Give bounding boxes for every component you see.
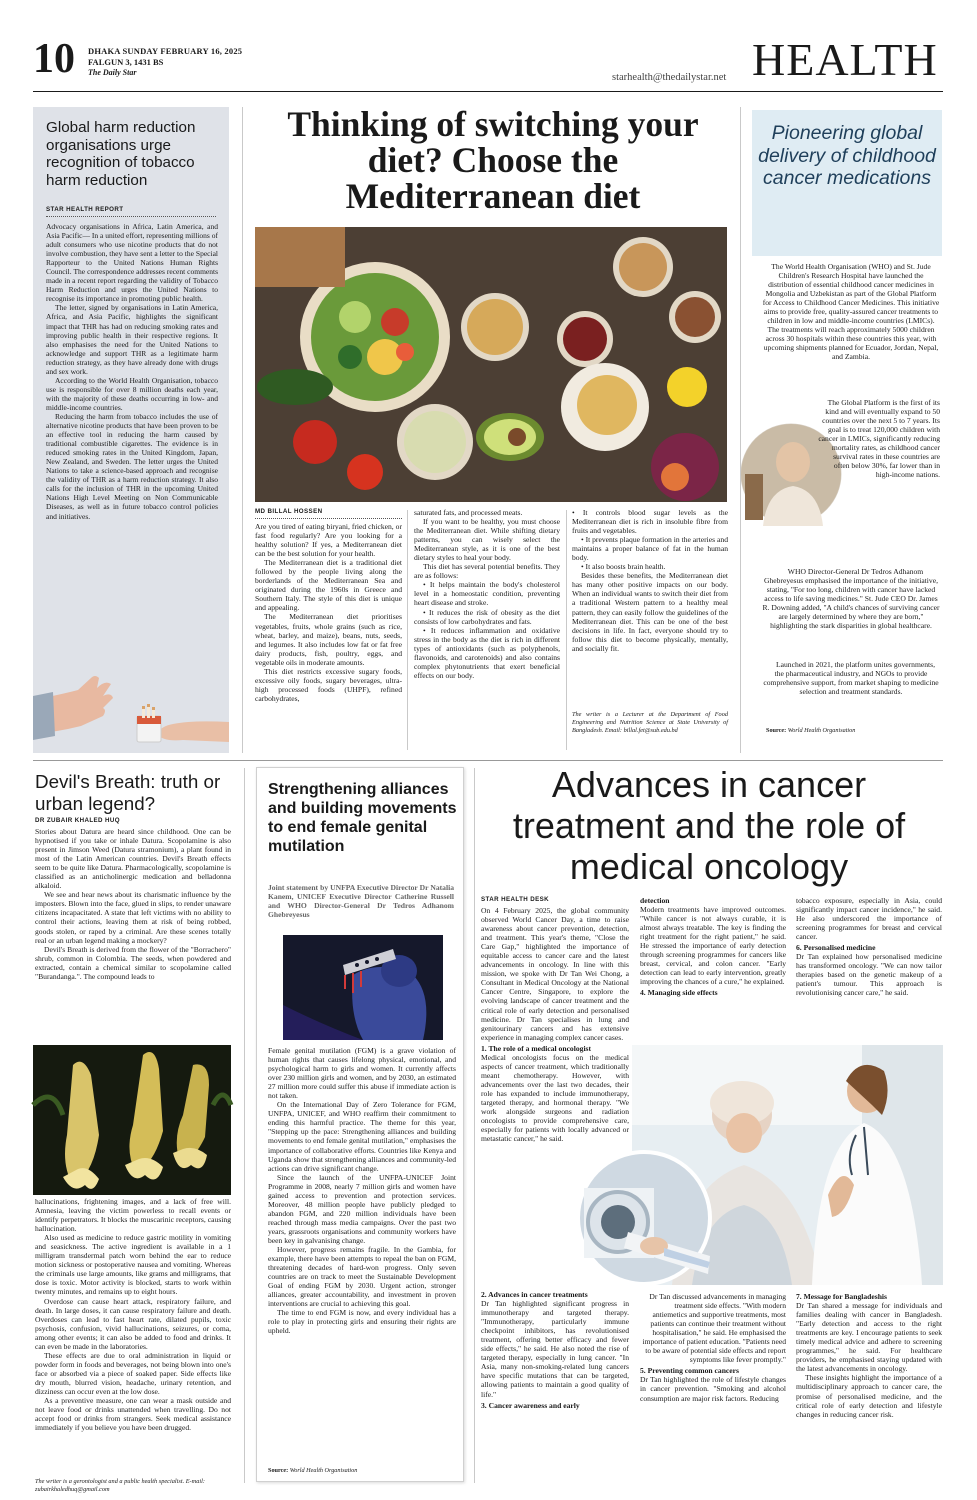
paragraph: Dr Tan explained how personalised medicine has transformed oncology. "We can now tailor therapies based on the genetic makeup of a patient's tumour. This approach is revolutionising cancer care," he said. xyxy=(796,952,942,998)
mediterranean-byline-rule xyxy=(255,518,402,519)
section-divider xyxy=(33,760,943,761)
column-rule xyxy=(242,107,243,753)
paragraph: • It prevents plaque formation in the arteries and maintains a proper balance of fat in the human body. xyxy=(572,535,728,563)
childhood-cancer-para-2 xyxy=(818,398,940,534)
fgm-source xyxy=(268,1467,357,1474)
paragraph: Stories about Datura are heard since childhood. One can be hypnotised if you take or inhale Datura. Scopolamine is also present in Jimson Weed (Datura stramonium), a plant found in most of the Latin American countries. Devil's Breath effects seem to be quite like Datura. Pharmacologically, scopolamine is classified as an anticholinergic medication and belladonna alkaloid. xyxy=(35,827,231,891)
tobacco-headline: Global harm reduction organisations urge recognition of tobacco harm reduction xyxy=(46,119,196,189)
paragraph: • It reduces inflammation and oxidative stress in the body as the diet is rich in different types of antioxidants (such as polyphenols, flavonoids, and carotenoids) and also contains complex phytonutrients that exert beneficial effects on our body. xyxy=(414,625,560,680)
paragraph: On 4 February 2025, the global community observed World Cancer Day, a time to raise awareness about cancer prevention, detection, and treatment. This year's theme, "Close the Care Gap," highlighted the importance of equitable access to cancer care and the latest advancements in oncology. In line with this mission, we spoke with Dr Tan Wei Chong, a Consultant in Medical Oncology at the National Cancer Centre, Singapore, to explore the evolving landscape of cancer treatment and the critical role of early detection and personalised medicine. Dr Tan specialises in lung and genitourinary cancers and has extensive experience in managing complex cancer cases. xyxy=(481,906,629,1042)
paper-name-logo: The Daily Star xyxy=(88,68,137,77)
source-label: Source: xyxy=(766,727,787,734)
oncology-col-3-bottom xyxy=(796,1292,942,1462)
childhood-cancer-headline: Pioneering global delivery of childhood cancer medications xyxy=(758,122,936,189)
refusing-cigarette-illustration xyxy=(33,630,229,753)
fgm-standfirst: Joint statement by UNFPA Executive Director Dr Natalia Kanem, UNICEF Executive Director Catherine Russell and WHO Director-General Dr Tedros Adhanom Ghebreyesus xyxy=(268,883,454,919)
mri-scan-photo xyxy=(574,1148,714,1288)
subhead-2: 2. Advances in cancer treatments xyxy=(481,1290,588,1299)
datura-flower-photo xyxy=(33,1045,231,1195)
mediterranean-writer-note: The writer is a Lecturer at the Department of Food Engineering and Nutrition Science at State University of Bangladesh. Email: billal.fet@sub.edu.bd xyxy=(572,711,728,734)
paragraph: Devil's Breath is derived from the flower of the "Borrachero" shrub, common in Colombia. The seeds, when powdered and extracted, contain a chemical similar to scopolamine called "Burandanga.". The compound leads to xyxy=(35,944,231,981)
paragraph: Dr Tan shared a message for individuals and families dealing with cancer in Bangladesh. "Early detection and access to the right treatments are key. I encourage patients to seek timely medical advice and adhere to screening programmes," he said. For healthcare providers, he emphasised staying updated with the latest advancements in oncology. xyxy=(796,1301,942,1374)
mediterranean-byline: MD BILLAL HOSSEN xyxy=(255,508,323,515)
mediterranean-col-3 xyxy=(572,508,728,698)
paragraph: Also used as medicine to reduce gastric motility in vomiting and seasickness. The active ingredient is available in a 1 milligram transdermal patch worn behind the ear to reduce motion sickness or postoperative nausea and vomiting. Whereas the criminals use large amounts, like grams and milligrams, that dose is toxic. Motor activity is blocked, starts to work within twenty minutes, and remains up to eight hours. xyxy=(35,1233,231,1297)
oncology-col-1-top xyxy=(481,906,629,1144)
paragraph: This diet restricts excessive sugary foods, excessive oily foods, sugary beverages, ultra-high processed foods (UHPF), refined carbohydrates, xyxy=(255,666,402,703)
childhood-cancer-para-3 xyxy=(762,567,940,659)
oncology-col-2-bottom xyxy=(640,1292,786,1462)
paragraph: Dr Tan highlighted the role of lifestyle changes in cancer prevention. "Smoking and alcohol consumption are major risk factors. Reducing xyxy=(640,1375,786,1403)
paragraph: Are you tired of eating biryani, fried chicken, or fast food regularly? Are you looking for a healthy solution? If yes, a Mediterranean diet can be the best solution for your health. xyxy=(255,522,402,559)
tobacco-byline: STAR HEALTH REPORT xyxy=(46,206,124,213)
paragraph: However, progress remains fragile. In the Gambia, for example, there have been attempts to repeal the ban on FGM, threatening decades of hard-won progress. Only seven countries are on track to meet the Sustainable Development Goal of ending FGM by 2030. Urgent action, stronger alliances, greater accountability, and investment in proven interventions are crucial to achieving this goal. xyxy=(268,1245,456,1309)
paragraph: The Mediterranean diet prioritises vegetables, fruits, whole grains (such as rice, wheat, barley, and maize), beans, nuts, seeds, and legumes. It also includes low fat or fat free dairy products, fish, poultry, eggs, and vegetable oils in moderate amounts. xyxy=(255,612,402,667)
tobacco-byline-rule xyxy=(46,216,216,217)
page-number: 10 xyxy=(33,36,75,82)
oncology-byline: STAR HEALTH DESK xyxy=(481,896,550,903)
oncology-col-3-top xyxy=(796,896,942,1042)
mediterranean-headline: Thinking of switching your diet? Choose the Mediterranean diet xyxy=(287,104,699,216)
devils-breath-writer-note: The writer is a gerontologist and a public health specialist. E-mail: zubairkhaledhuq@gmail.com xyxy=(35,1478,205,1493)
fgm-headline: Strengthening alliances and building movements to end female genital mutilation xyxy=(268,781,457,855)
subhead-3: 3. Cancer awareness and early xyxy=(481,1400,580,1410)
devils-breath-byline: DR ZUBAIR KHALED HUQ xyxy=(35,817,120,824)
section-email[interactable]: starhealth@thedailystar.net xyxy=(612,72,727,83)
subhead-1: 1. The role of a medical oncologist xyxy=(481,1043,592,1053)
devils-breath-body-top xyxy=(35,827,231,1039)
column-rule xyxy=(566,510,567,750)
paragraph: The time to end FGM is now, and every individual has a role to play in protecting girls and ensuring their rights are upheld. xyxy=(268,1308,456,1336)
tobacco-body xyxy=(46,222,218,632)
paragraph: We see and hear news about its charismatic influence by the imposters. Blown into the face, glued in slips, to render unaware citizens incapacitated. A state that left victims with no ability to control their actions, leaving them at risk of being robbed, goods stolen, or raped by a criminal. Are these scenes totally real or an urban legend making a mockery? xyxy=(35,890,231,945)
paragraph: These effects are due to oral administration in liquid or powder form in foods and beverages, not being blown into one's face or absorbed via a piece of soaked paper. Side effects like dry mouth, blurred vision, headache, urinary retention, and dizziness can occur even at the low dose. xyxy=(35,1350,231,1396)
paragraph: If you want to be healthy, you must choose the Mediterranean diet. While shifting dietary patterns, you can wisely select the Mediterranean style, as it is one of the best dietary styles to heal your body. xyxy=(414,517,560,563)
devils-breath-headline: Devil's Breath: truth or urban legend? xyxy=(35,771,221,814)
paragraph: saturated fats, and processed meats. xyxy=(414,508,523,517)
paragraph: These insights highlight the importance of a multidisciplinary approach to cancer care, the promise of personalised medicine, and the critical role of early detection and lifestyle changes in reducing cancer risk. xyxy=(796,1373,942,1419)
paragraph: Dr Tan discussed advancements in managing treatment side effects. "With modern antiemetics and supportive treatments, most patients can continue their treatment without hospitalisation," he said. He emphasised the importance of patient education. "Patients need to be aware of potential side effects and report symptoms like fever promptly." xyxy=(642,1292,786,1365)
subhead-7: 7. Message for Bangladeshis xyxy=(796,1292,887,1301)
paragraph: The letter, signed by organisations in Latin America, Africa, and Asia Pacific, highlights the significant impact that THR has had on reducing smoking rates and improving public health in their respective regions. It also emphasises the need for the United Nations to acknowledge and support THR as a legitimate harm reduction strategy, as they have already done with drugs and sex work. xyxy=(46,303,218,376)
source-name: World Health Organisation xyxy=(787,727,856,734)
oncology-col-1-wrap xyxy=(481,1118,556,1293)
childhood-cancer-source xyxy=(766,727,855,734)
paragraph: • It helps maintain the body's cholesterol level in a homeostatic condition, preventing heart disease and stroke. xyxy=(414,580,560,608)
oncology-col-2-top xyxy=(640,896,786,1042)
paragraph: Female genital mutilation (FGM) is a grave violation of human rights that causes lifelong physical, emotional, and psychological harm to girls and women. It currently affects over 230 million girls and women, and by 2030, an estimated 27 million more could suffer this abuse if immediate action is not taken. xyxy=(268,1046,456,1101)
mediterranean-food-photo xyxy=(255,227,727,502)
bangla-date: FALGUN 3, 1431 BS xyxy=(88,57,164,67)
subhead-4: 4. Managing side effects xyxy=(640,988,718,998)
column-rule xyxy=(474,768,475,1483)
subhead-5: 5. Preventing common cancers xyxy=(640,1366,739,1376)
paragraph: hallucinations, frightening images, and a lack of free will. Amnesia, leaving the victim powerless to recall events or identify perpetrators. It blocks the muscarinic receptors, causing hallucination. xyxy=(35,1197,231,1234)
paragraph: Reducing the harm from tobacco includes the use of alternative nicotine products that have been proven to be an effective tool in reducing the harm caused by traditional combustible cigarettes. The evidence is in reduced smoking rates in the United Kingdom, Japan, New Zealand, and Sweden. The letter urges the United Nations to take a science-based approach and recognise the validity of THR as a harm reduction strategy. It also calls for the inclusion of THR in the upcoming United Nations High Level Meeting on Non Communicable Diseases, as well as in future tobacco control policies and initiatives. xyxy=(46,411,218,521)
fgm-body xyxy=(268,1046,456,1458)
paragraph: This diet has several potential benefits. They are as follows: xyxy=(414,562,560,581)
mediterranean-col-2 xyxy=(414,508,560,748)
date-line: DHAKA SUNDAY FEBRUARY 16, 2025 xyxy=(88,46,243,56)
paragraph: Modern treatments have improved outcomes. "While cancer is not always curable, it is almost always treatable. The key is finding the right treatment for the right patient," he said. He stressed the importance of early detection through screening programmes for cancers like breast, cervical, and colon cancer. "Early detection can lead to early intervention, greatly improving the chances of a cure," he explained. xyxy=(640,905,786,987)
paragraph: WHO Director-General Dr Tedros Adhanom Ghebreyesus emphasised the importance of the initiative, stating, "For too long, children with cancer have lacked access to life saving medicines." St. Jude CEO Dr. James R. Downing added, "A child's chances of surviving cancer are largely determined by where they are born," highlighting the stark disparities in global healthcare. xyxy=(762,567,940,631)
childhood-cancer-para-4 xyxy=(762,660,940,718)
paragraph: Launched in 2021, the platform unites governments, the pharmaceutical industry, and NGOs to provide comprehensive support, from market shaping to medicine selection and treatment standards. xyxy=(763,660,939,697)
paragraph: Overdose can cause heart attack, respiratory failure, and death. In large doses, it can cause respiratory failure and death. Overdoses can lead to fast heart rate, dilated pupils, toxic psychosis, confusion, vivid hallucinations, seizures, or coma, among other events; it can also be added to food and drinks. It can even be made in the laboratories. xyxy=(35,1296,231,1351)
masthead-rule xyxy=(33,91,943,92)
source-name: World Health Organisation xyxy=(289,1467,358,1474)
paragraph: The World Health Organisation (WHO) and St. Jude Children's Research Hospital have launched the distribution of essential childhood cancer medicines in Mongolia and Uzbekistan as part of the Global Platform for Access to Childhood Cancer Medicines. This initiative aims to provide free, quality-assured cancer treatments to children in low and middle-income countries (LMICs). The treatments will reach approximately 5000 children across 30 hospitals within these countries this year, with upcoming shipments planned for Ecuador, Jordan, Nepal, and Zambia. xyxy=(762,262,940,362)
paragraph: tobacco exposure, especially in Asia, could significantly impact cancer incidence," he said. He also underscored the importance of screening programmes for breast and cervical cancer. xyxy=(796,896,942,942)
subhead-3-cont: detection xyxy=(640,896,670,905)
fgm-illustration xyxy=(283,935,443,1040)
column-rule xyxy=(407,510,408,750)
paragraph: According to the World Health Organisation, tobacco use is responsible for over 8 million deaths each year, with the majority of these deaths occurring in low- and middle-income countries. xyxy=(46,375,218,412)
section-title: HEALTH xyxy=(752,34,938,85)
childhood-cancer-para-1 xyxy=(762,262,940,398)
paragraph: Advocacy organisations in Africa, Latin America, and Asia Pacific— In a united effort, representing millions of adult consumers who use nicotine products that do not involve combustion, they have sent a letter to the Special Rapporteur to the United Nations Human Rights Council. The correspondence addresses recent comments made in a recent report regarding the validity of Tobacco Harm Reduction and urges the United Nations to recognise its importance in promoting public health. xyxy=(46,222,218,304)
paragraph: Since the launch of the UNFPA-UNICEF Joint Programme in 2008, nearly 7 million girls and women have gained access to prevention and protection services. Moreover, 48 million people have publicly pledged to abandon FGM, and 220 million individuals have been reached through mass media campaigns. Over the past two years, grassroots organisations and community workers have been key in galvanising change. xyxy=(268,1172,456,1245)
paragraph: • It also boosts brain health. xyxy=(581,562,666,572)
mediterranean-col-1 xyxy=(255,522,402,747)
paragraph: On the International Day of Zero Tolerance for FGM, UNFPA, UNICEF, and WHO reaffirm their commitment to ending this harmful practice. The theme for this year, "Stepping up the pace: Strengthening alliances and building movements to end female genital mutilation," emphasises the importance of collaborative efforts. Countries like Kenya and Uganda show that strengthening alliances and community-led actions can drive significant change. xyxy=(268,1100,456,1173)
paragraph: The Global Platform is the first of its kind and will eventually expand to 50 countries over the next 5 to 7 years. Its goal is to treat 120,000 children with cancer in LMICs, significantly reducing mortality rates, as childhood cancer survival rates in these countries are often below 30%, far lower than in high-income nations. xyxy=(818,398,940,480)
paragraph: Medical oncologists focus on the medical aspects of cancer treatment, which traditionally meant chemotherapy. However, with advancements over the last two decades, their role has expanded to include immunotherapy, targeted therapy, and hormonal therapy. "We work alongside surgeons and radiation oncologists to provide comprehensive care, especially for patients with locally advanced or metastatic cancer," he said. xyxy=(481,1052,629,1144)
paragraph: Besides these benefits, the Mediterranean diet has many other positive impacts on our body. When an individual wants to switch their diet from a traditional Western pattern to a healthy meal pattern, they can easily follow the guidelines of the Mediterranean diet. This can be one of the best decisions in life. In fact, everyone should try to follow this diet to become physically, mentally, and socially fit. xyxy=(572,571,728,653)
oncology-headline: Advances in cancer treatment and the role of medical oncology xyxy=(512,764,906,887)
devils-breath-body-bottom xyxy=(35,1197,231,1477)
column-rule xyxy=(244,768,245,1483)
paragraph: • It controls blood sugar levels as the Mediterranean diet is rich in insoluble fibre from fruits and vegetables. xyxy=(572,508,728,536)
source-label: Source: xyxy=(268,1467,289,1474)
paragraph: As a preventive measure, one can wear a mask outside and not leave food or drinks unattended when travelling. Do not accept food or drinks from strangers. Seek medical assistance immediately if you believe you have been drugged. xyxy=(35,1396,231,1433)
paragraph: • It reduces the risk of obesity as the diet consists of low carbohydrates and fats. xyxy=(414,607,560,626)
oncology-col-1-bottom xyxy=(481,1290,629,1460)
subhead-6: 6. Personalised medicine xyxy=(796,943,876,953)
paragraph: Dr Tan highlighted significant progress in immunotherapy and targeted therapy. "Immunotherapy, particularly immune checkpoint inhibitors, has revolutionised treatment, offering better efficacy and fewer side effects," he said. He also noted the rise of targeted therapy, especially in lung cancer. "In Asia, many non-smoking-related lung cancers have specific mutations that can be targeted, allowing patients to maintain a good quality of life." xyxy=(481,1299,629,1399)
column-rule xyxy=(740,107,741,753)
paragraph: The Mediterranean diet is a traditional diet followed by the people living along the borderlands of the Mediterranean Sea and originated during the 1960s in Greece and Southern Italy. The style of this diet is unique and appealing. xyxy=(255,558,402,613)
